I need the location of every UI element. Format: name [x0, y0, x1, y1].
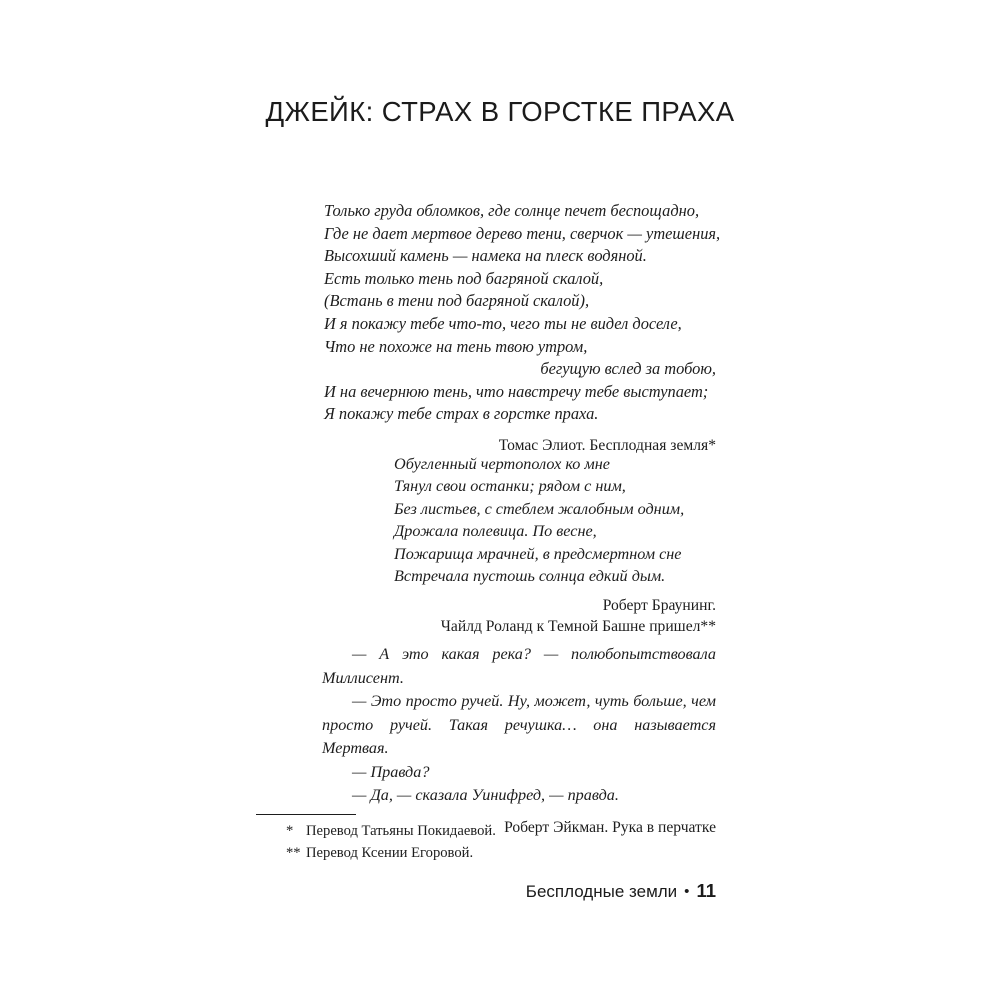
verse-line-indented: бегущую вслед за тобою, [540, 359, 716, 379]
verse-line: Встречала пустошь солнца едкий дым. [394, 567, 666, 586]
page-number: 11 [696, 880, 716, 901]
footnote-separator-rule [256, 814, 356, 815]
verse-line: Пожарища мрачней, в предсмертном сне [394, 544, 682, 563]
epigraph-attribution: Томас Элиот. Бесплодная земля* [498, 436, 716, 454]
verse-line: И я покажу тебе что-то, чего ты не видел доселе, [324, 313, 682, 333]
verse-line: Высохший камень — намека на плеск водяной. [324, 246, 647, 266]
footer-book-title: Бесплодные земли [525, 882, 678, 901]
verse-line: Без листьев, с стеблем жалобным одним, [394, 499, 685, 518]
bullet-separator-icon: • [684, 883, 690, 900]
prose-paragraph: — Правда? [352, 762, 430, 781]
verse-line: Я покажу тебе страх в горстке праха. [324, 404, 599, 424]
footnote-list [286, 821, 716, 864]
prose-paragraph: — Да, — сказала Уинифред, — правда. [352, 786, 619, 804]
footnote-text: Перевод Татьяны Покидаевой. [306, 823, 496, 839]
epigraph-attribution [394, 595, 716, 637]
verse-line: Только груда обломков, где солнце печет беспощадно, [324, 201, 700, 220]
footnote-item [286, 843, 716, 865]
footnote-text: Перевод Ксении Егоровой. [306, 844, 474, 861]
chapter-title: ДЖЕЙК: СТРАХ В ГОРСТКЕ ПРАХА [265, 96, 735, 127]
epigraph-browning [394, 453, 716, 637]
footnote-item [286, 821, 716, 843]
footnote-marker: * [286, 823, 294, 839]
verse-line: Есть только тень под багряной скалой, [324, 268, 604, 288]
prose-paragraph: — А это какая река? — полюбопытствовала Миллисент. [322, 645, 716, 687]
epigraph-aickman [322, 643, 716, 838]
attribution-author: Роберт Браунинг. [602, 597, 716, 615]
verse-line: Дрожала полевица. По весне, [394, 522, 597, 541]
verse-line: (Встань в тени под багряной скалой), [324, 291, 590, 311]
epigraph-attribution: Роберт Эйкман. Рука в перчатке [504, 818, 716, 836]
footnote-marker: ** [286, 844, 301, 861]
verse-line: Обугленный чертополох ко мне [394, 455, 610, 473]
page-footer [316, 880, 716, 902]
verse-line: Что не похоже на тень твою утром, [324, 336, 588, 356]
epigraph-eliot [324, 200, 721, 456]
verse-line: Тянул свои останки; рядом с ним, [394, 477, 626, 496]
verse-line: Где не дает мертвое дерево тени, сверчок — утешения, [324, 223, 721, 243]
prose-paragraph: — Это просто ручей. Ну, может, чуть больше, чем просто ручей. Такая речушка… она называется Мертвая. [322, 692, 716, 757]
attribution-work: Чайлд Роланд к Темной Башне пришел** [440, 618, 716, 636]
verse-line: И на вечернюю тень, что навстречу тебе выступает; [324, 381, 709, 401]
